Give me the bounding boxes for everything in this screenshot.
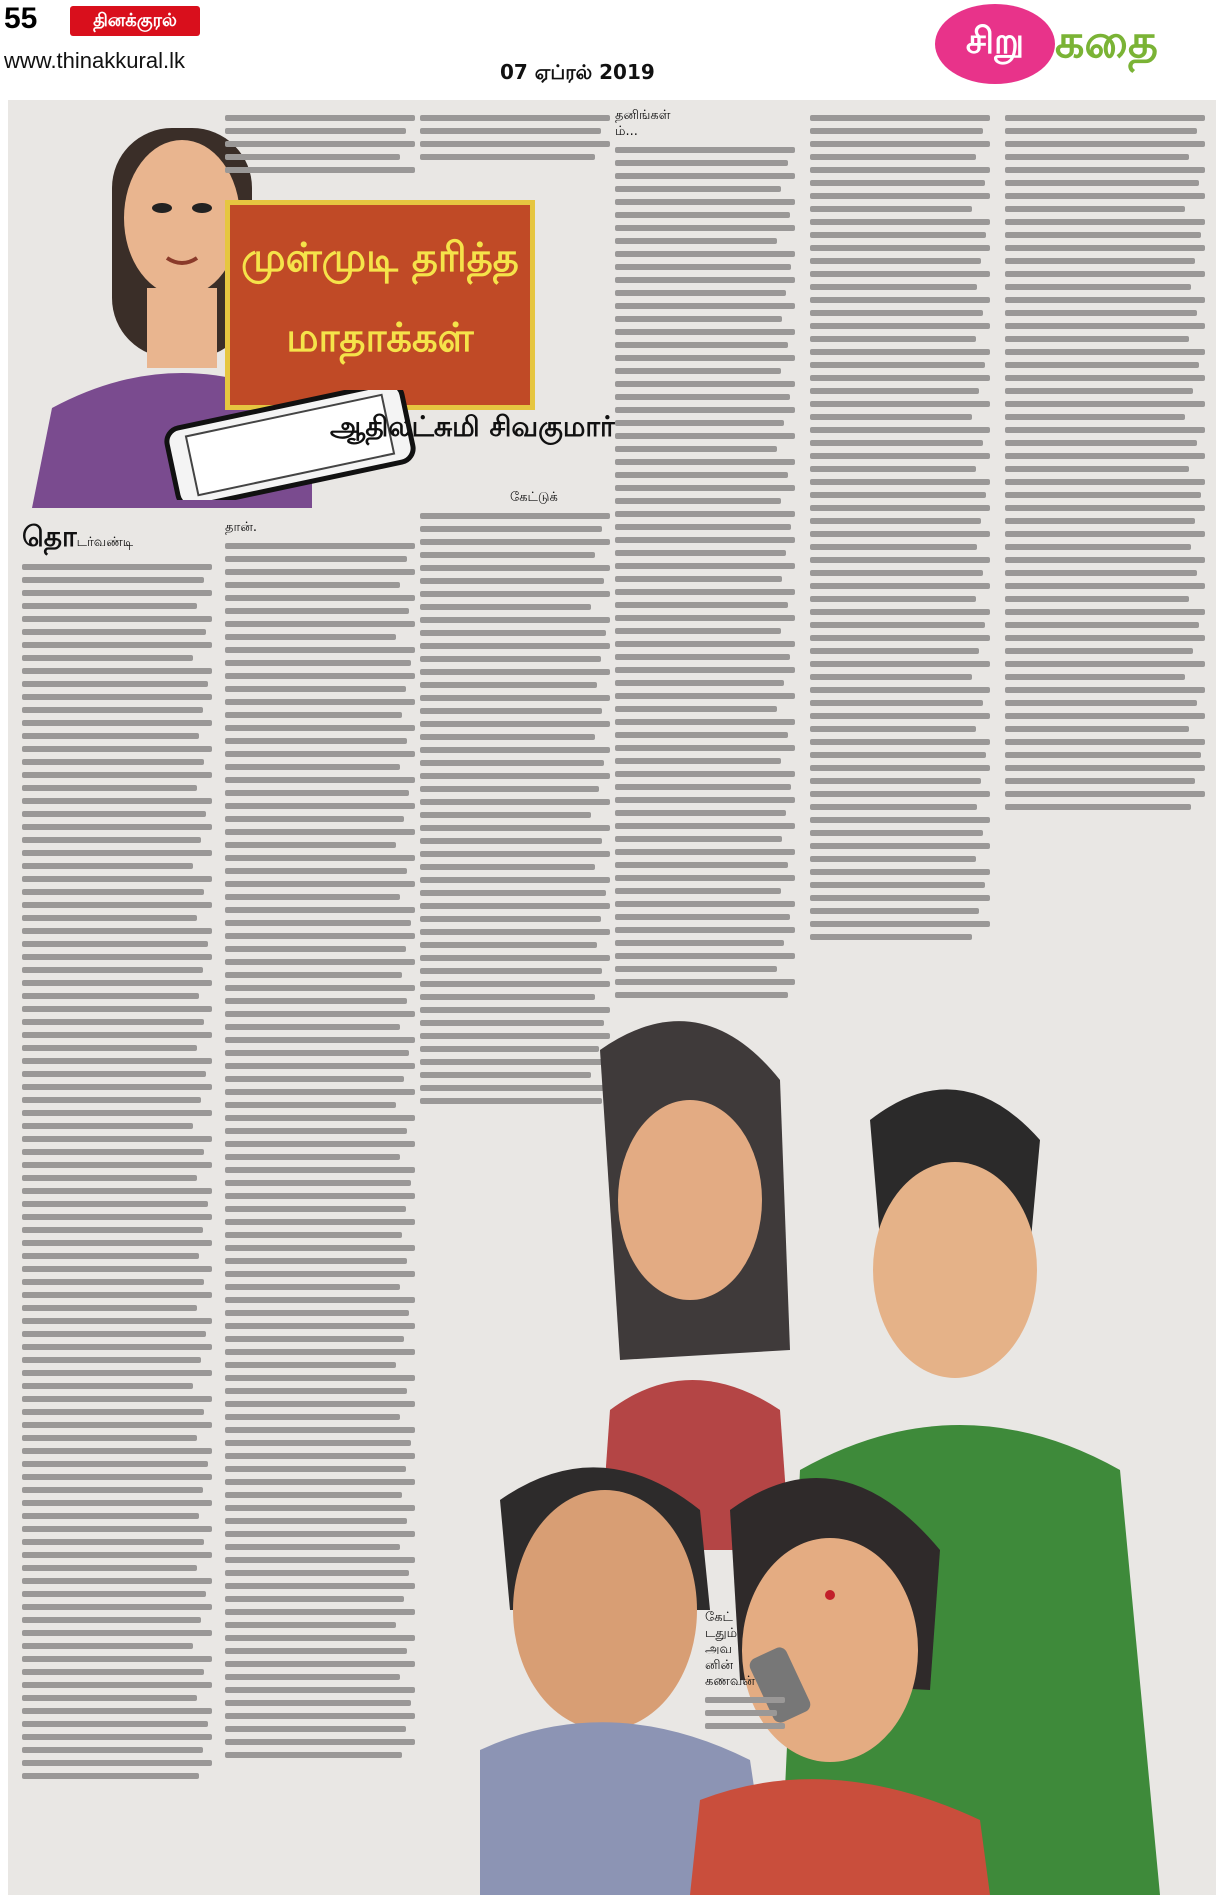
article-column-2 [225, 520, 415, 1765]
section-logo-text: கதை [1055, 14, 1158, 68]
first-word: டர்வண்டி [76, 535, 134, 550]
column-word-3: ம்... [615, 124, 638, 139]
column-word-5: டதும் [705, 1626, 738, 1641]
page-number: 55 [4, 2, 38, 35]
article-column-6 [1005, 108, 1205, 817]
column-word-2: தனிங்கள் [615, 108, 671, 123]
column-word-8: கணவன் [705, 1674, 755, 1689]
article-column-1 [22, 520, 212, 1786]
story-title-line1: முள்முடி தரித்த [241, 235, 519, 281]
family-illustration [480, 990, 1220, 1895]
article-column-2-top [225, 108, 415, 180]
issue-date: 07 ஏப்ரல் 2019 [500, 60, 655, 84]
article-column-4 [615, 108, 795, 1005]
drop-cap: தொ [22, 520, 77, 553]
article-column-5 [810, 108, 990, 947]
section-logo [935, 4, 1220, 90]
brand-logo: தினக்குரல் [70, 6, 200, 36]
column-word-7: னின் [705, 1658, 734, 1673]
masthead [0, 0, 1224, 100]
section-logo-bubble: சிறு [935, 4, 1055, 84]
article-column-3 [420, 108, 610, 1111]
column-word-1: கேட்டுக் [510, 490, 558, 505]
article-column-4-bottom [705, 1610, 785, 1736]
column-word-0: தான். [225, 520, 257, 535]
story-author: ஆதிலட்சுமி சிவகுமார் [330, 410, 615, 443]
website-url[interactable]: www.thinakkural.lk [4, 48, 185, 73]
story-title-line2: மாதாக்கள் [286, 315, 474, 361]
column-word-6: அவ [705, 1642, 732, 1657]
column-word-4: கேட் [705, 1610, 733, 1625]
